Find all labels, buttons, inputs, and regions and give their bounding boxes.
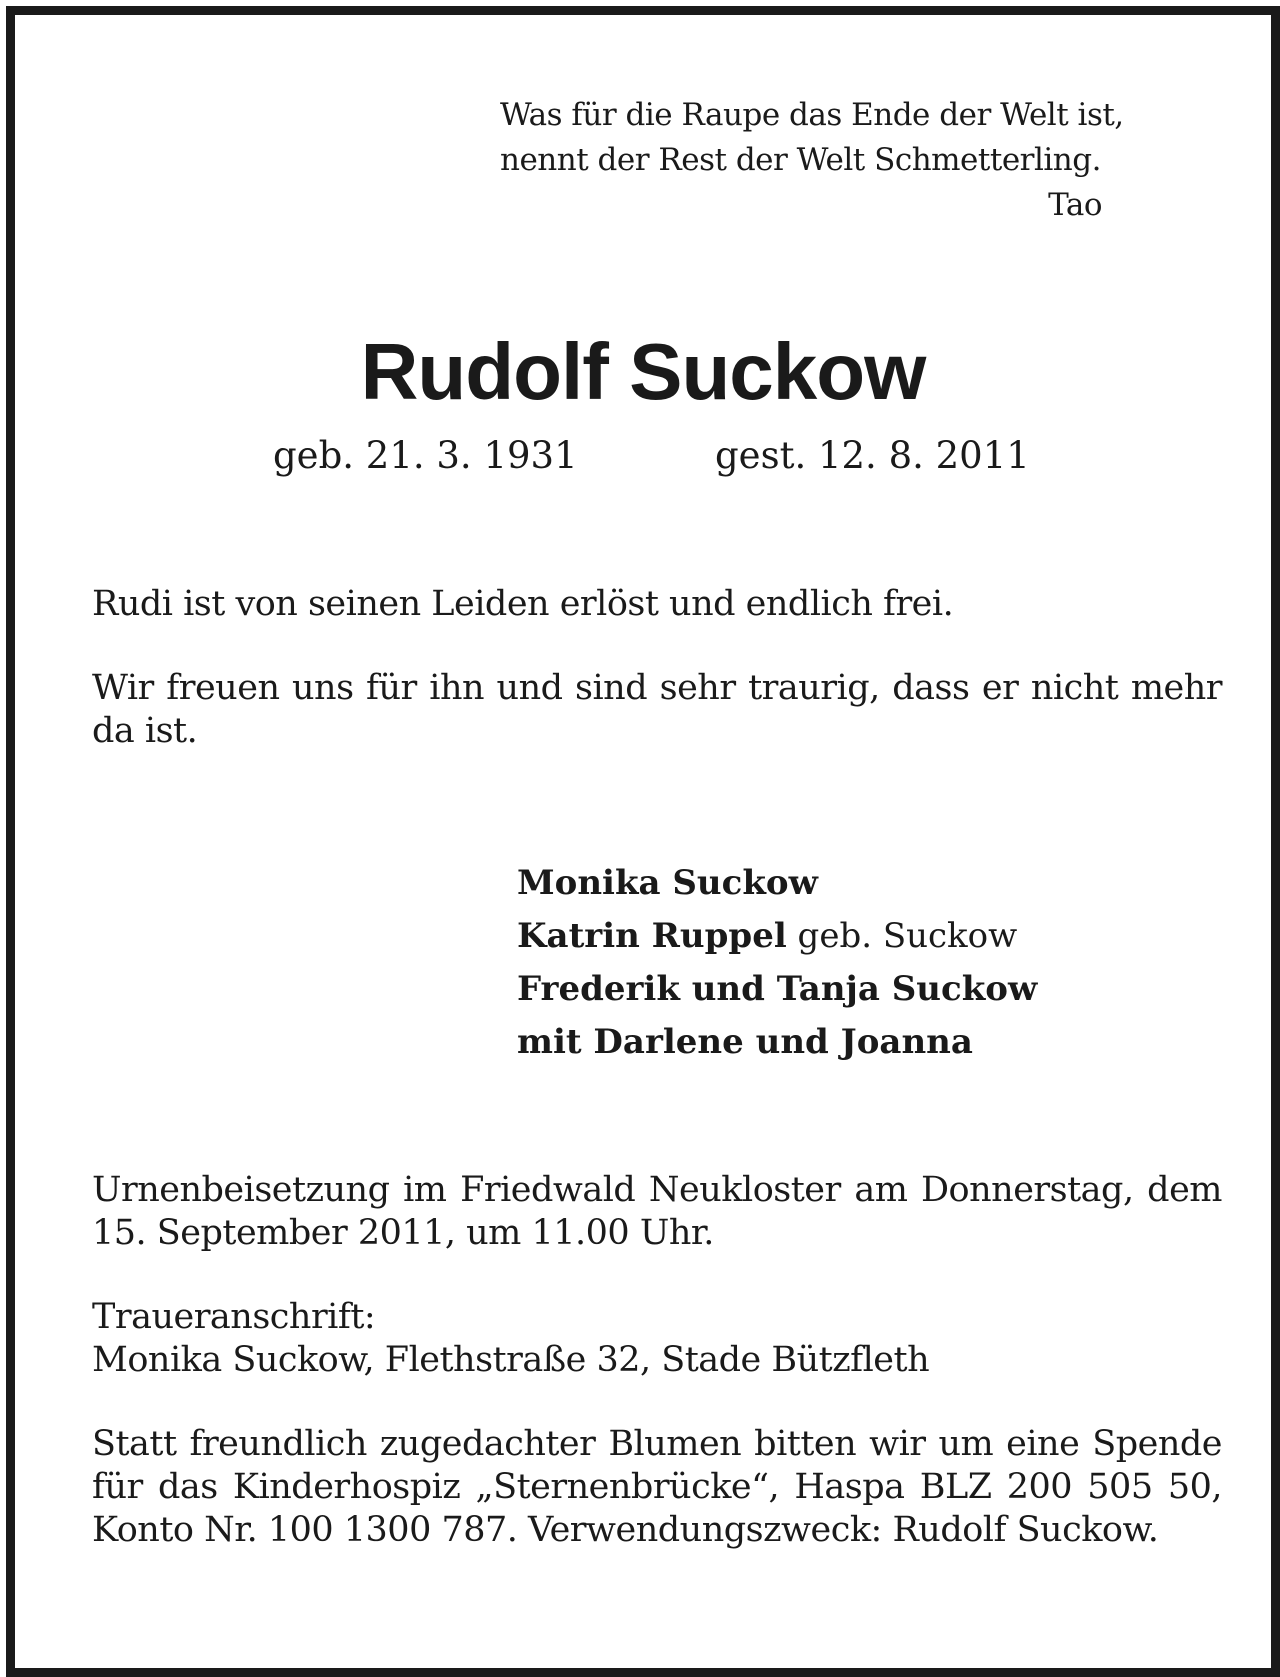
signer-3: Frederik und Tanja Suckow xyxy=(517,969,1038,1009)
signer-2-name: Katrin Ruppel xyxy=(517,916,787,956)
signer-2-suffix: geb. Suckow xyxy=(786,916,1018,956)
obituary-notice xyxy=(6,6,1280,1677)
deceased-name: Rudolf Suckow xyxy=(360,327,926,416)
motto-quote xyxy=(500,93,1230,228)
mourning-address xyxy=(92,1296,1222,1382)
birth-date: geb. 21. 3. 1931 xyxy=(273,434,578,477)
signer-1: Monika Suckow xyxy=(517,863,818,903)
death-date: gest. 12. 8. 2011 xyxy=(715,434,1030,477)
motto-line-2: nennt der Rest der Welt Schmetterling. xyxy=(500,142,1101,178)
signers-list xyxy=(517,857,1037,1069)
address-value: Monika Suckow, Flethstraße 32, Stade Bützfleth xyxy=(92,1340,930,1380)
address-label: Traueranschrift: xyxy=(92,1297,376,1337)
signer-4: mit Darlene und Joanna xyxy=(517,1022,973,1062)
donation-notice: Statt freundlich zugedachter Blumen bitten wir um eine Spende für das Kinderhospiz „Sternenbrücke“, Haspa BLZ 200 505 50, Konto Nr. 100 1300 787. Verwendungszweck: Rudolf Suckow. xyxy=(92,1424,1222,1550)
message-paragraph-2: Wir freuen uns für ihn und sind sehr traurig, dass er nicht mehr da ist. xyxy=(92,668,1222,751)
message-paragraph-1: Rudi ist von seinen Leiden erlöst und endlich frei. xyxy=(92,584,954,624)
motto-line-1: Was für die Raupe das Ende der Welt ist, xyxy=(500,97,1124,133)
burial-notice: Urnenbeisetzung im Friedwald Neukloster am Donnerstag, dem 15. September 2011, um 11.00 Uhr. xyxy=(92,1170,1222,1253)
motto-author: Tao xyxy=(1048,187,1102,223)
